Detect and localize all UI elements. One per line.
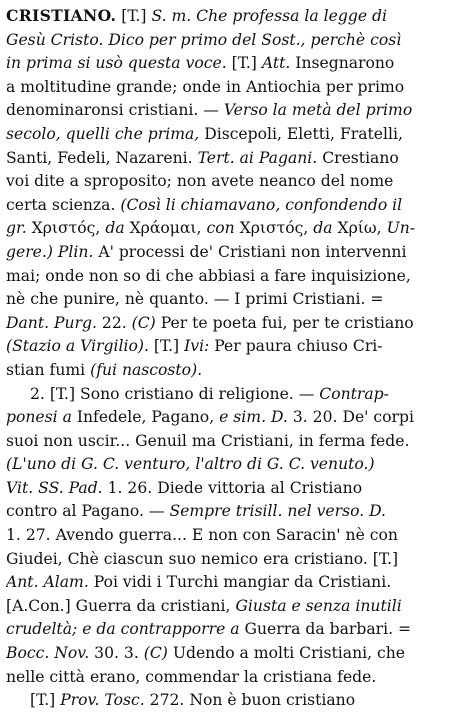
entry-line: Santi, Fedeli, Nazareni. Tert. ai Pagani. Crestiano [6,148,399,167]
italic-text: Ivi: [184,337,210,356]
entry-line: crudeltà; e da contrapporre a Guerra da barbari. = [6,620,412,639]
entry-line: denominaronsi cristiani. — Verso la metà del primo [6,101,413,120]
italic-text: Att. [261,54,291,73]
italic-text: in prima si usò questa voce. [6,54,227,73]
italic-text: (Così li chiamavano, confondendo il [120,195,403,214]
italic-text: ponesi a [6,408,72,427]
entry-line: Vit. SS. Pad. 1. 26. Diede vittoria al Cristiano [6,478,363,497]
italic-text: da [105,219,125,238]
italic-text: Verso la metà del primo [223,101,413,120]
italic-text: e sim. D. [219,408,288,427]
italic-text: Prov. Tosc. [60,691,145,710]
italic-text: gr. [6,219,27,238]
italic-text: Giusta e senza inutili [235,596,402,615]
entry-line [6,29,463,53]
italic-text: Vit. SS. Pad. [6,478,103,497]
entry-line: a moltitudine grande; onde in Antiochia per primo [6,77,405,96]
entry-line: 2. [T.] Sono cristiano di religione. — Contrap- [30,384,389,403]
entry-line: ponesi a Infedele, Pagano, e sim. D. 3. 20. De' corpi [6,408,414,427]
entry-line: certa scienza. (Così li chiamavano, confondendo il [6,195,403,214]
italic-text: Bocc. Nov. [6,644,90,663]
italic-text: con [206,219,235,238]
entry-line: gr. Χριστός, da Χράομαι, con Χριστός, da Χρίω, Un- [6,219,416,238]
italic-text: Dant. Purg. [6,313,97,332]
entry-line: CRISTIANO. [T.] S. m. Che professa la legge di [6,6,387,25]
entry-line: suoi non uscir... Genuil ma Cristiani, in ferma fede. [6,431,410,450]
italic-text: da [313,219,333,238]
dictionary-entry-cristiano [6,4,463,713]
entry-line: [A.Con.] Guerra da cristiani, Giusta e senza inutili [6,596,402,615]
entry-line: [T.] Prov. Tosc. 272. Non è buon cristiano [30,691,356,710]
italic-text: Tert. ai Pagani. [197,148,318,167]
entry-line [6,453,463,477]
italic-text: Gesù Cristo. Dico per primo del Sost., perchè così [6,30,402,49]
entry-line: Ant. Alam. Poi vidi i Turchi mangiar da Cristiani. [6,573,392,592]
entry-line: in prima si usò questa voce. [T.] Att. Insegnarono [6,54,395,73]
entry-line: voi dite a sproposito; non avete neanco del nome [6,172,394,191]
italic-text: Un- [386,219,416,238]
italic-text: (fui nascosto). [90,360,203,379]
entry-line: gere.) Plin. A' processi de' Cristiani non intervenni [6,242,407,261]
entry-line: secolo, quelli che prima, Discepoli, Eletti, Fratelli, [6,124,403,143]
italic-text: (C) [143,644,168,663]
italic-text: (C) [131,313,156,332]
entry-line: (Stazio a Virgilio). [T.] Ivi: Per paura chiuso Cri- [6,337,383,356]
italic-text: Contrap- [319,384,389,403]
entry-line: Bocc. Nov. 30. 3. (C) Udendo a molti Cristiani, che [6,644,406,663]
italic-text: crudeltà; e da contrapporre a [6,620,240,639]
italic-text: (L'uno di G. C. venturo, l'altro di G. C. venuto.) [6,455,375,474]
entry-line: nelle città erano, commendar la cristiana fede. [6,667,377,686]
entry-line: stian fumi (fui nascosto). [6,360,203,379]
italic-text: gere.) Plin. [6,242,94,261]
italic-text: Sempre trisill. nel verso. D. [169,502,387,521]
italic-text: (Stazio a Virgilio). [6,337,149,356]
italic-text: Ant. Alam. [6,573,89,592]
entry-line: Giudei, Chè ciascun suo nemico era cristiano. [T.] [6,549,399,568]
entry-line: nè che punire, nè quanto. — I primi Cristiani. = [6,290,384,309]
entry-line: mai; onde non so di che abbiasi a fare inquisizione, [6,266,411,285]
italic-text: S. m. Che professa la legge di [151,7,387,25]
entry-line: 1. 27. Avendo guerra... E non con Saracin' nè con [6,526,398,545]
italic-text: secolo, quelli che prima, [6,124,200,143]
headword: CRISTIANO. [6,6,117,25]
entry-line: contro al Pagano. — Sempre trisill. nel verso. D. [6,502,387,521]
entry-line: Dant. Purg. 22. (C) Per te poeta fui, per te cristiano [6,313,414,332]
